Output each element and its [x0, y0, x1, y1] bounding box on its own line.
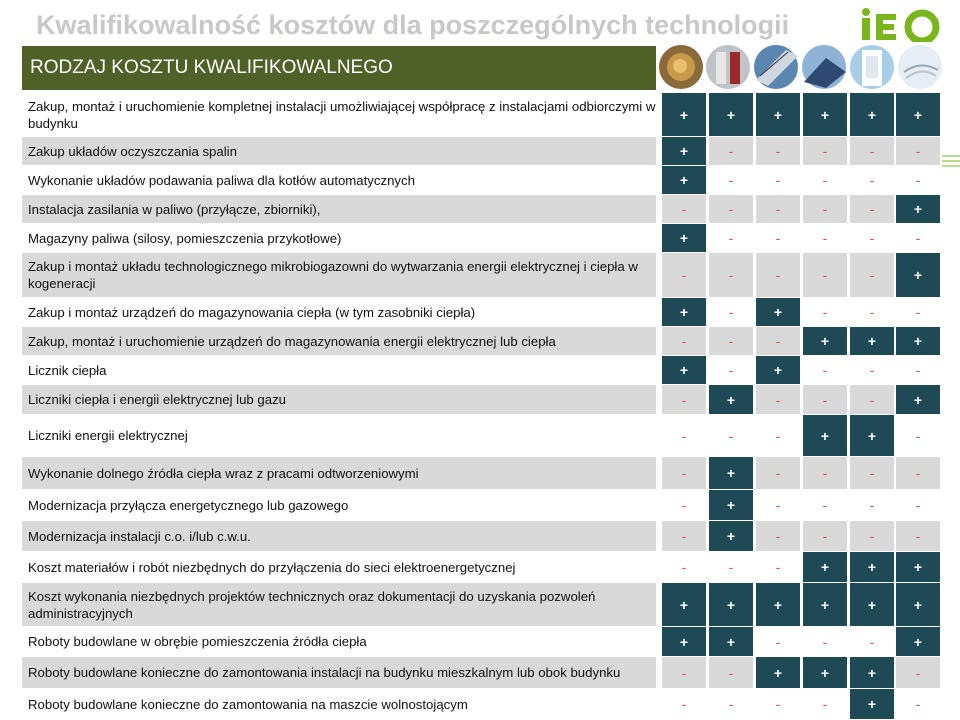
- table-row: [22, 627, 939, 656]
- cost-label: Modernizacja instalacji c.o. i/lub c.w.u.: [28, 528, 251, 544]
- eligibility-cell-solar-collector: -: [756, 627, 800, 656]
- eligibility-cell-heat-pump: +: [709, 93, 753, 136]
- eligibility-cell-solar-collector: -: [756, 689, 800, 719]
- eligibility-cell-mini-hydro: +: [896, 583, 940, 626]
- eligibility-cell-solar-collector: -: [756, 327, 800, 355]
- solar-collector-icon: [754, 45, 798, 89]
- eligibility-cell-photovoltaic: -: [803, 253, 847, 297]
- eligibility-cell-solar-collector: -: [756, 521, 800, 551]
- eligibility-cell-mini-hydro: -: [896, 224, 940, 252]
- eligibility-cell-small-wind: +: [850, 657, 894, 688]
- table-row: [22, 224, 939, 252]
- eligibility-cell-biomass-boiler: -: [662, 457, 706, 489]
- mini-hydro-icon: [898, 45, 942, 89]
- eligibility-cell-photovoltaic: -: [803, 298, 847, 326]
- table-row: [22, 457, 939, 489]
- eligibility-cell-photovoltaic: +: [803, 93, 847, 136]
- eligibility-cell-biomass-boiler: -: [662, 689, 706, 719]
- cost-label: Wykonanie dolnego źródła ciepła wraz z pracami odtworzeniowymi: [28, 465, 419, 481]
- eligibility-cell-biomass-boiler: -: [662, 415, 706, 456]
- eligibility-cell-solar-collector: +: [756, 298, 800, 326]
- eligibility-cell-photovoltaic: -: [803, 224, 847, 252]
- eligibility-cell-mini-hydro: +: [896, 552, 940, 582]
- eligibility-cell-solar-collector: -: [756, 137, 800, 165]
- technology-photos: [656, 42, 946, 92]
- eligibility-cell-mini-hydro: -: [896, 166, 940, 194]
- table-row: [22, 327, 939, 355]
- eligibility-cell-solar-collector: -: [756, 166, 800, 194]
- eligibility-cell-heat-pump: +: [709, 627, 753, 656]
- eligibility-cell-photovoltaic: -: [803, 627, 847, 656]
- cost-label: Koszt wykonania niezbędnych projektów technicznych oraz dokumentacji do uzyskania pozwoleń administracyjnych: [28, 588, 596, 621]
- eligibility-cell-solar-collector: -: [756, 224, 800, 252]
- eligibility-cell-solar-collector: -: [756, 385, 800, 414]
- biomass-boiler-icon: [659, 45, 703, 89]
- eligibility-cell-small-wind: +: [850, 93, 894, 136]
- eligibility-cell-biomass-boiler: +: [662, 627, 706, 656]
- eligibility-cell-photovoltaic: +: [803, 552, 847, 582]
- table-row: [22, 385, 939, 414]
- cost-label: Zakup, montaż i uruchomienie kompletnej instalacji umożliwiającej współpracę z instalacjami odbiorczymi w budynku: [28, 98, 656, 131]
- eligibility-cell-photovoltaic: +: [803, 415, 847, 456]
- table-row: [22, 490, 939, 520]
- eligibility-cell-photovoltaic: -: [803, 689, 847, 719]
- eligibility-cell-photovoltaic: -: [803, 356, 847, 384]
- eligibility-cell-heat-pump: -: [709, 689, 753, 719]
- ieo-logo: [858, 6, 948, 42]
- eligibility-cell-mini-hydro: -: [896, 490, 940, 520]
- eligibility-cell-mini-hydro: -: [896, 137, 940, 165]
- cost-label: Licznik ciepła: [28, 362, 107, 378]
- eligibility-cell-solar-collector: -: [756, 253, 800, 297]
- eligibility-cell-solar-collector: -: [756, 415, 800, 456]
- eligibility-cell-biomass-boiler: -: [662, 385, 706, 414]
- eligibility-cell-mini-hydro: +: [896, 253, 940, 297]
- cost-label: Roboty budowlane konieczne do zamontowania instalacji na budynku mieszkalnym lub obok budynku: [28, 665, 621, 680]
- cost-label: Zakup i montaż układu technologicznego mikrobiogazowni do wytwarzania energii elektrycznej i ciepła w kogeneracji: [28, 259, 638, 291]
- eligibility-cell-small-wind: +: [850, 552, 894, 582]
- eligibility-cell-solar-collector: +: [756, 356, 800, 384]
- eligibility-cell-heat-pump: -: [709, 415, 753, 456]
- eligibility-cell-small-wind: -: [850, 224, 894, 252]
- decorative-pattern: [942, 152, 960, 170]
- table-row: [22, 166, 939, 194]
- eligibility-cell-small-wind: +: [850, 583, 894, 626]
- small-wind-icon: [850, 45, 894, 89]
- eligibility-cell-small-wind: -: [850, 521, 894, 551]
- eligibility-cell-photovoltaic: +: [803, 657, 847, 688]
- eligibility-cell-small-wind: +: [850, 327, 894, 355]
- cost-label: Magazyny paliwa (silosy, pomieszczenia przykotłowe): [28, 230, 342, 246]
- cost-label: Koszt materiałów i robót niezbędnych do przyłączenia do sieci elektroenergetycznej: [28, 559, 516, 575]
- eligibility-cell-mini-hydro: +: [896, 327, 940, 355]
- eligibility-cell-biomass-boiler: -: [662, 195, 706, 223]
- eligibility-cell-heat-pump: +: [709, 490, 753, 520]
- eligibility-cell-heat-pump: -: [709, 224, 753, 252]
- eligibility-cell-small-wind: -: [850, 627, 894, 656]
- eligibility-cell-mini-hydro: -: [896, 298, 940, 326]
- eligibility-cell-small-wind: -: [850, 490, 894, 520]
- eligibility-cell-photovoltaic: +: [803, 583, 847, 626]
- eligibility-cell-biomass-boiler: -: [662, 552, 706, 582]
- eligibility-cell-biomass-boiler: +: [662, 583, 706, 626]
- cost-label: Liczniki ciepła i energii elektrycznej lub gazu: [28, 392, 287, 407]
- eligibility-cell-biomass-boiler: -: [662, 521, 706, 551]
- eligibility-cell-mini-hydro: -: [896, 356, 940, 384]
- eligibility-cell-biomass-boiler: -: [662, 657, 706, 688]
- eligibility-cell-photovoltaic: -: [803, 457, 847, 489]
- eligibility-cell-photovoltaic: +: [803, 327, 847, 355]
- eligibility-cell-small-wind: +: [850, 689, 894, 719]
- eligibility-cell-solar-collector: -: [756, 552, 800, 582]
- eligibility-cell-heat-pump: -: [709, 195, 753, 223]
- heat-pump-icon: [706, 45, 750, 89]
- eligibility-cell-small-wind: -: [850, 356, 894, 384]
- cost-label: Instalacja zasilania w paliwo (przyłącze, zbiorniki),: [28, 201, 321, 217]
- eligibility-cell-solar-collector: -: [756, 195, 800, 223]
- eligibility-cell-small-wind: -: [850, 195, 894, 223]
- table-row: [22, 137, 939, 165]
- photovoltaic-icon: [802, 45, 846, 89]
- eligibility-cell-photovoltaic: -: [803, 137, 847, 165]
- eligibility-cell-biomass-boiler: -: [662, 253, 706, 297]
- eligibility-cell-heat-pump: -: [709, 327, 753, 355]
- eligibility-cell-heat-pump: -: [709, 253, 753, 297]
- eligibility-cell-mini-hydro: -: [896, 415, 940, 456]
- cost-label: Roboty budowlane konieczne do zamontowania na maszcie wolnostojącym: [28, 696, 468, 712]
- eligibility-cell-biomass-boiler: +: [662, 298, 706, 326]
- cost-label: Modernizacja przyłącza energetycznego lub gazowego: [28, 497, 349, 513]
- column-header-cost-type: RODZAJ KOSZTU KWALIFIKOWALNEGO: [30, 57, 393, 78]
- eligibility-cell-heat-pump: +: [709, 521, 753, 551]
- table-row: [22, 552, 939, 582]
- cost-label: Roboty budowlane w obrębie pomieszczenia źródła ciepła: [28, 634, 367, 649]
- table-row: [22, 689, 939, 719]
- eligibility-cell-heat-pump: +: [709, 583, 753, 626]
- table-row: [22, 356, 939, 384]
- eligibility-cell-solar-collector: +: [756, 93, 800, 136]
- eligibility-cell-mini-hydro: -: [896, 689, 940, 719]
- table-row: [22, 253, 939, 297]
- table-row: [22, 195, 939, 223]
- eligibility-cell-small-wind: -: [850, 298, 894, 326]
- eligibility-cell-heat-pump: -: [709, 298, 753, 326]
- cost-label: Liczniki energii elektrycznej: [28, 428, 188, 443]
- eligibility-cell-heat-pump: -: [709, 137, 753, 165]
- page-title: Kwalifikowalność kosztów dla poszczególnych technologii: [36, 10, 790, 40]
- eligibility-cell-photovoltaic: -: [803, 166, 847, 194]
- eligibility-cell-heat-pump: -: [709, 356, 753, 384]
- eligibility-cell-solar-collector: +: [756, 657, 800, 688]
- eligibility-cell-heat-pump: +: [709, 457, 753, 489]
- eligibility-cell-mini-hydro: +: [896, 385, 940, 414]
- eligibility-cell-biomass-boiler: -: [662, 327, 706, 355]
- eligibility-cell-biomass-boiler: +: [662, 166, 706, 194]
- eligibility-cell-mini-hydro: -: [896, 657, 940, 688]
- eligibility-cell-solar-collector: -: [756, 457, 800, 489]
- table-row: [22, 657, 939, 688]
- eligibility-cell-small-wind: -: [850, 137, 894, 165]
- eligibility-cell-mini-hydro: +: [896, 195, 940, 223]
- eligibility-cell-small-wind: -: [850, 385, 894, 414]
- table-row: [22, 521, 939, 551]
- eligibility-cell-mini-hydro: -: [896, 457, 940, 489]
- eligibility-cell-solar-collector: +: [756, 583, 800, 626]
- eligibility-cell-biomass-boiler: +: [662, 356, 706, 384]
- eligibility-cell-biomass-boiler: -: [662, 490, 706, 520]
- eligibility-cell-mini-hydro: -: [896, 521, 940, 551]
- eligibility-cell-biomass-boiler: +: [662, 137, 706, 165]
- table-row: [22, 415, 939, 456]
- eligibility-cell-small-wind: -: [850, 457, 894, 489]
- eligibility-cell-small-wind: +: [850, 415, 894, 456]
- eligibility-cell-solar-collector: -: [756, 490, 800, 520]
- eligibility-cell-biomass-boiler: +: [662, 224, 706, 252]
- eligibility-cell-mini-hydro: +: [896, 627, 940, 656]
- eligibility-cell-heat-pump: -: [709, 657, 753, 688]
- cost-label: Zakup układów oczyszczania spalin: [28, 143, 237, 159]
- cost-label: Zakup, montaż i uruchomienie urządzeń do magazynowania energii elektrycznej lub ciepła: [28, 333, 556, 349]
- eligibility-cell-heat-pump: -: [709, 166, 753, 194]
- table-row: [22, 298, 939, 326]
- eligibility-cell-small-wind: -: [850, 253, 894, 297]
- eligibility-cell-heat-pump: +: [709, 385, 753, 414]
- eligibility-cell-photovoltaic: -: [803, 195, 847, 223]
- eligibility-cell-photovoltaic: -: [803, 385, 847, 414]
- eligibility-cell-biomass-boiler: +: [662, 93, 706, 136]
- table-row: [22, 93, 939, 136]
- eligibility-cell-photovoltaic: -: [803, 521, 847, 551]
- eligibility-cell-heat-pump: -: [709, 552, 753, 582]
- eligibility-cell-photovoltaic: -: [803, 490, 847, 520]
- cost-label: Wykonanie układów podawania paliwa dla kotłów automatycznych: [28, 172, 415, 188]
- eligibility-cell-mini-hydro: +: [896, 93, 940, 136]
- cost-label: Zakup i montaż urządzeń do magazynowania ciepła (w tym zasobniki ciepła): [28, 304, 476, 320]
- table-row: [22, 583, 939, 626]
- eligibility-cell-small-wind: -: [850, 166, 894, 194]
